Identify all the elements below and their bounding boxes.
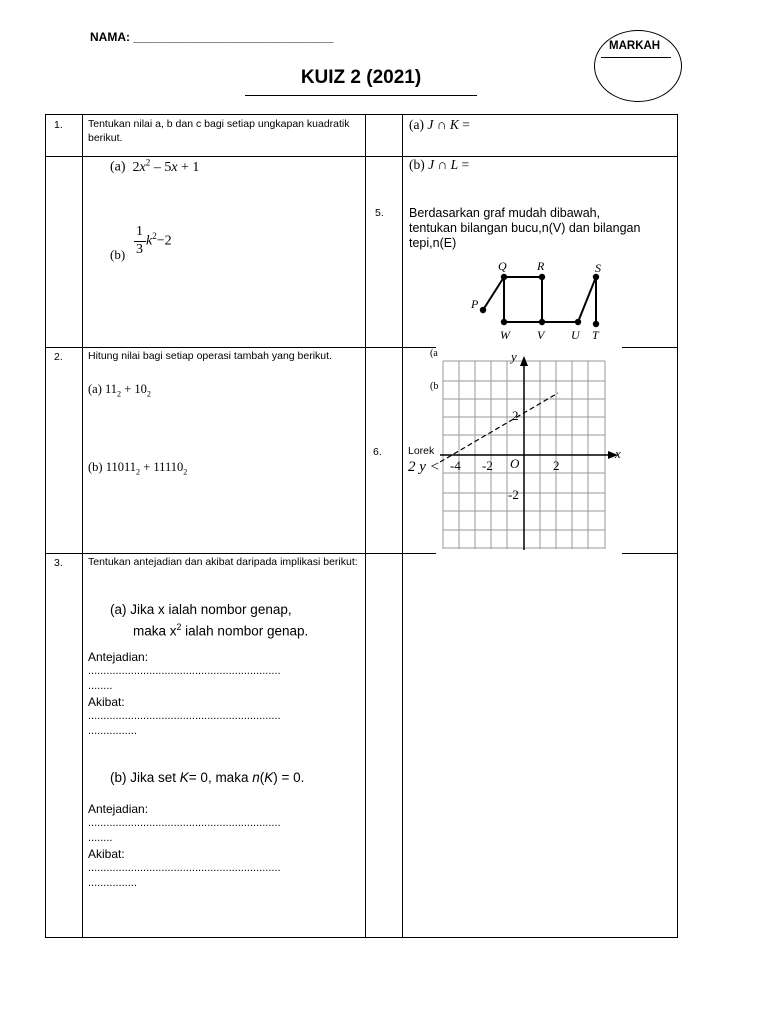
- q3-a-akibat-dots[interactable]: ...............................................................: [88, 710, 281, 722]
- q2-b-label: (b): [88, 460, 103, 474]
- nama-label: NAMA: ______________________________: [90, 30, 334, 44]
- tick-x-2: 2: [553, 458, 560, 473]
- q1-prompt: Tentukan nilai a, b dan c bagi setiap ungkapan kuadratik berikut.: [88, 118, 350, 144]
- tick-x-neg2: -2: [482, 458, 493, 473]
- q3-b-antejadian-dots-2[interactable]: ........: [88, 832, 113, 844]
- q3-a-akibat-dots-2[interactable]: ................: [88, 725, 137, 737]
- q3-b-akibat-dots-2[interactable]: ................: [88, 877, 137, 889]
- q3-b-akibat-label: Akibat:: [88, 847, 125, 861]
- q3-a-line1: (a) Jika x ialah nombor genap,: [110, 602, 292, 617]
- tick-y-2: 2: [512, 408, 519, 423]
- vertex-label-p: P: [471, 297, 479, 311]
- vertex-label-q: Q: [498, 259, 507, 273]
- q6-partial-a: (a: [430, 348, 438, 359]
- q3-number: 3.: [54, 557, 63, 569]
- q2-number: 2.: [54, 351, 63, 363]
- q2-prompt: Hitung nilai bagi setiap operasi tambah yang berikut.: [88, 350, 332, 362]
- tick-x-neg4: -4: [450, 458, 461, 473]
- q4-b-label: (b): [409, 157, 425, 172]
- markah-label: MARKAH: [609, 40, 661, 52]
- coordinate-grid: [440, 348, 622, 550]
- tick-y-neg2: -2: [508, 487, 519, 502]
- q6-partial-text: Lorek: [408, 445, 435, 457]
- q1-number: 1.: [54, 119, 63, 131]
- q1-a-label: (a): [110, 159, 126, 175]
- q3-a-line2: maka $x^2$ ialah nombor genap.: [133, 622, 309, 639]
- simple-graph: [460, 255, 620, 345]
- q3-b-line: (b) Jika set K= 0, maka n(K) = 0.: [110, 770, 305, 785]
- page-title: KUIZ 2 (2021): [300, 67, 422, 88]
- q4-a-label: (a): [409, 117, 424, 132]
- q2-part-b: (b) $11011_2 + 11110_2$: [88, 460, 188, 477]
- q6-number: 6.: [373, 446, 382, 458]
- q4-part-b: (b) J ∩ L =: [409, 157, 470, 172]
- q3-prompt: Tentukan antejadian dan akibat daripada implikasi berikut:: [88, 556, 358, 568]
- q6-partial-inequality: 2 y <: [408, 459, 440, 475]
- vertex-label-r: R: [537, 259, 545, 273]
- markah-underline: [601, 57, 671, 58]
- vertex-label-s: S: [595, 261, 601, 275]
- q2-part-a: (a) $11_2 + 10_2$: [88, 382, 151, 399]
- q1-a-expression: $2x^2 - 5x + 1$: [129, 157, 200, 175]
- q3-b-antejadian-dots[interactable]: ...............................................................: [88, 817, 281, 829]
- axis-label-x: x: [615, 446, 621, 461]
- origin-label: O: [510, 456, 520, 471]
- q3-a-antejadian-dots-2[interactable]: ........: [88, 680, 113, 692]
- q1-b-tail: −2: [156, 233, 172, 249]
- q3-b-antejadian-label: Antejadian:: [88, 802, 149, 816]
- vertex-label-u: U: [571, 328, 580, 342]
- vertex-label-v: V: [537, 328, 545, 342]
- q2-a-label: (a): [88, 382, 102, 396]
- vertex-label-w: W: [500, 328, 510, 342]
- q5-prompt: Berdasarkan graf mudah dibawah, tentukan bilangan bucu,n(V) dan bilangan tepi,n(E): [409, 206, 641, 250]
- q3-b-akibat-dots[interactable]: ...............................................................: [88, 862, 281, 874]
- q3-a-akibat-label: Akibat:: [88, 695, 125, 709]
- axis-label-y: y: [511, 349, 517, 364]
- vertex-label-t: T: [592, 328, 599, 342]
- q4-part-a: (a) J ∩ K =: [409, 117, 470, 132]
- q3-a-antejadian-dots[interactable]: ...............................................................: [88, 665, 281, 677]
- q1-b-label: (b): [110, 247, 126, 262]
- title-underline: [245, 95, 477, 96]
- q1-part-a: [110, 157, 199, 176]
- q6-partial-b: (b: [430, 381, 439, 392]
- q5-number: 5.: [375, 207, 384, 219]
- q3-a-antejadian-label: Antejadian:: [88, 650, 149, 664]
- q1-b-expression: 1 3 $k^2-2$: [136, 224, 172, 257]
